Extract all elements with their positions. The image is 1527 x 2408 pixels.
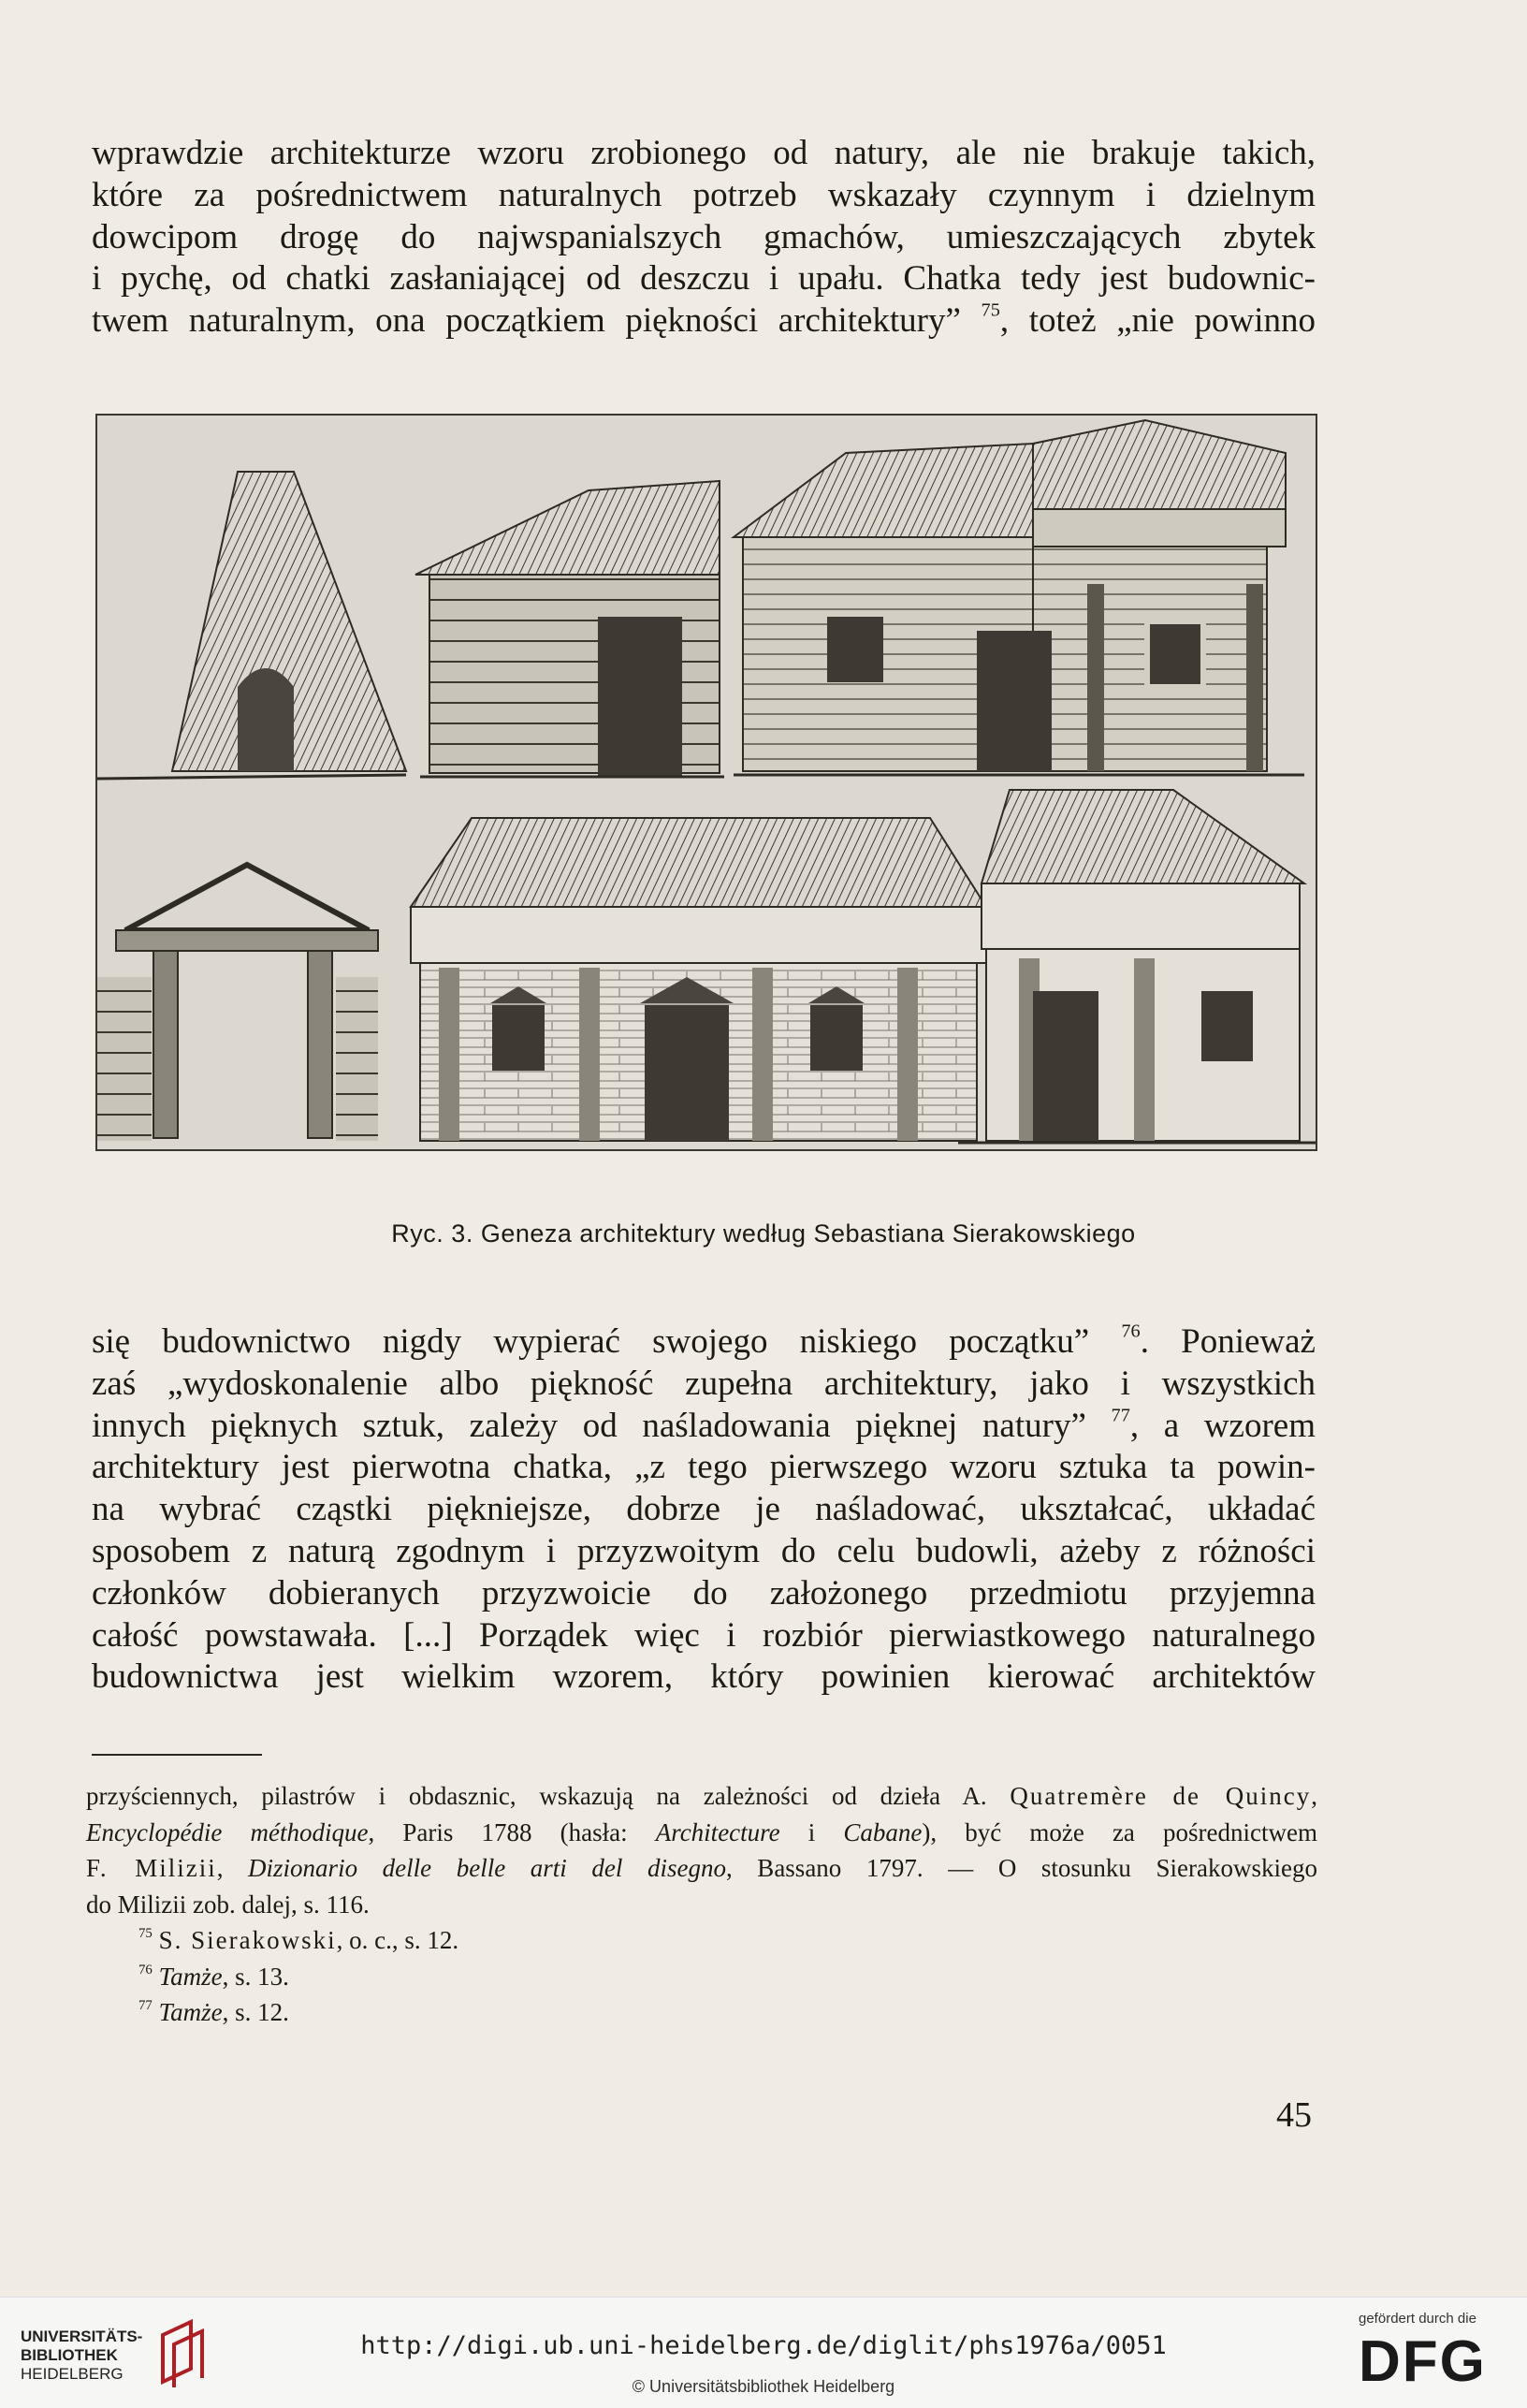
- footnote-continuation-line: do Milizii zob. dalej, s. 116.: [86, 1890, 370, 1919]
- text-line: [92, 300, 1316, 343]
- text-fragment: , a wzorem: [1129, 1406, 1316, 1445]
- footnote-number: 75: [138, 1926, 153, 1942]
- text-line: członków dobieranych przyzwoicie do założonego przedmiotu przyjemna: [92, 1573, 1316, 1613]
- text-fragment: ,: [216, 1854, 249, 1882]
- entry-title: Cabane: [843, 1817, 923, 1846]
- text-line: całość powstawała. [...] Porządek więc i rozbiór pierwiastkowego naturalnego: [92, 1615, 1316, 1655]
- text-line: zaś „wydoskonalenie albo piękność zupełna architektury, jako i wszystkich: [92, 1364, 1316, 1403]
- paragraph-top: [92, 133, 1316, 343]
- footnote-76: [86, 1959, 1317, 1995]
- ibid-text: Tamże: [158, 1998, 223, 2026]
- text-fragment: innych pięknych sztuk, zależy od naśladowania pięknej natury”: [92, 1406, 1086, 1445]
- footnote-ref-77[interactable]: 77: [1111, 1405, 1130, 1426]
- text-fragment: twem naturalnym, ona początkiem piękności architektury”: [92, 301, 961, 341]
- figure-caption: Ryc. 3. Geneza architektury według Sebastiana Sierakowskiego: [391, 1219, 1136, 1248]
- text-line: które za pośrednictwem naturalnych potrzeb wskazały czynnym i dzielnym: [92, 175, 1316, 214]
- library-name-line: HEIDELBERG: [21, 2365, 124, 2383]
- footnote-divider: [92, 1754, 262, 1756]
- text-line: [92, 1406, 1316, 1448]
- permalink[interactable]: http://digi.ub.uni-heidelberg.de/diglit/phs1976a/0051: [360, 2331, 1167, 2360]
- plank-house-drawing: [734, 420, 1304, 775]
- copyright-notice: © Universitätsbibliothek Heidelberg: [632, 2377, 895, 2396]
- text-line: budownictwa jest wielkim wzorem, który powinien kierować architektów: [92, 1657, 1316, 1697]
- library-name-line: UNIVERSITÄTS-: [21, 2328, 143, 2345]
- text-line: na wybrać cząstki piękniejsze, dobrze je naśladować, ukształcać, układać: [92, 1490, 1316, 1529]
- text-fragment: się budownictwo nigdy wypierać swojego niskiego początku”: [92, 1322, 1090, 1361]
- footnote-continuation-line: [86, 1778, 1317, 1815]
- ibid-text: Tamże: [158, 1962, 223, 1991]
- text-fragment: ,: [1311, 1782, 1318, 1810]
- text-fragment: [153, 1926, 159, 1954]
- text-fragment: , Paris 1788 (hasła:: [368, 1817, 656, 1846]
- text-fragment: , toteż „nie powinno: [999, 301, 1316, 341]
- funder-note: gefördert durch die: [1359, 2311, 1476, 2327]
- text-fragment: , s. 13.: [222, 1962, 289, 1991]
- footnote-75: [86, 1922, 1317, 1959]
- book-title: Dizionario delle belle arti del disegno: [248, 1854, 726, 1882]
- text-fragment: , o. c., s. 12.: [336, 1926, 459, 1954]
- footnote-continuation-line: [86, 1815, 1317, 1851]
- text-line: sposobem z naturą zgodnym i przyzwoitym do celu budowli, ażeby z różności: [92, 1531, 1316, 1570]
- footnote-ref-75[interactable]: 75: [981, 299, 1000, 321]
- footnotes: [86, 1778, 1317, 2031]
- text-fragment: , Bassano 1797. — O stosunku Sierakowskiego: [725, 1854, 1317, 1882]
- author-name: F. Milizii: [86, 1854, 217, 1882]
- text-line: dowcipom drogę do najwspanialszych gmachów, umieszczających zbytek: [92, 217, 1316, 256]
- text-fragment: . Ponieważ: [1140, 1322, 1316, 1361]
- figure-architecture-genesis: [95, 414, 1317, 1151]
- text-line: architektury jest pierwotna chatka, „z tego pierwszego wzoru sztuka ta powin-: [92, 1448, 1316, 1487]
- text-line: wprawdzie architekturze wzoru zrobionego od natury, ale nie brakuje takich,: [92, 134, 1316, 172]
- text-fragment: przyściennych, pilastrów i obdasznic, wskazują na zależności od dzieła A.: [86, 1782, 1011, 1810]
- author-name: S. Sierakowski: [158, 1926, 337, 1954]
- page-number: 45: [1276, 2095, 1312, 2135]
- architecture-engraving-image: [97, 416, 1316, 1149]
- text-fragment: , s. 12.: [222, 1998, 289, 2026]
- text-fragment: i: [779, 1817, 844, 1846]
- footnote-77: [86, 1994, 1317, 2031]
- entry-title: Architecture: [655, 1817, 780, 1846]
- footnote-continuation-line: [86, 1850, 1317, 1887]
- footnote-ref-76[interactable]: 76: [1121, 1321, 1141, 1342]
- library-name-line: BIBLIOTHEK: [21, 2346, 118, 2364]
- text-fragment: ), być może za pośrednictwem: [922, 1817, 1317, 1846]
- book-title: Encyclopédie méthodique: [86, 1817, 369, 1846]
- author-name: Quatremère de Quincy: [1010, 1782, 1312, 1810]
- paragraph-bottom: [92, 1321, 1316, 1699]
- dfg-logo[interactable]: DFG: [1359, 2329, 1487, 2394]
- digitization-footer: [0, 2297, 1527, 2408]
- footnote-number: 77: [138, 1998, 153, 2014]
- text-line: [92, 1321, 1316, 1364]
- footnote-number: 76: [138, 1962, 153, 1977]
- text-line: i pychę, od chatki zasłaniającej od deszczu i upału. Chatka tedy jest budownic-: [92, 259, 1316, 299]
- classical-house-drawing: [411, 818, 986, 1141]
